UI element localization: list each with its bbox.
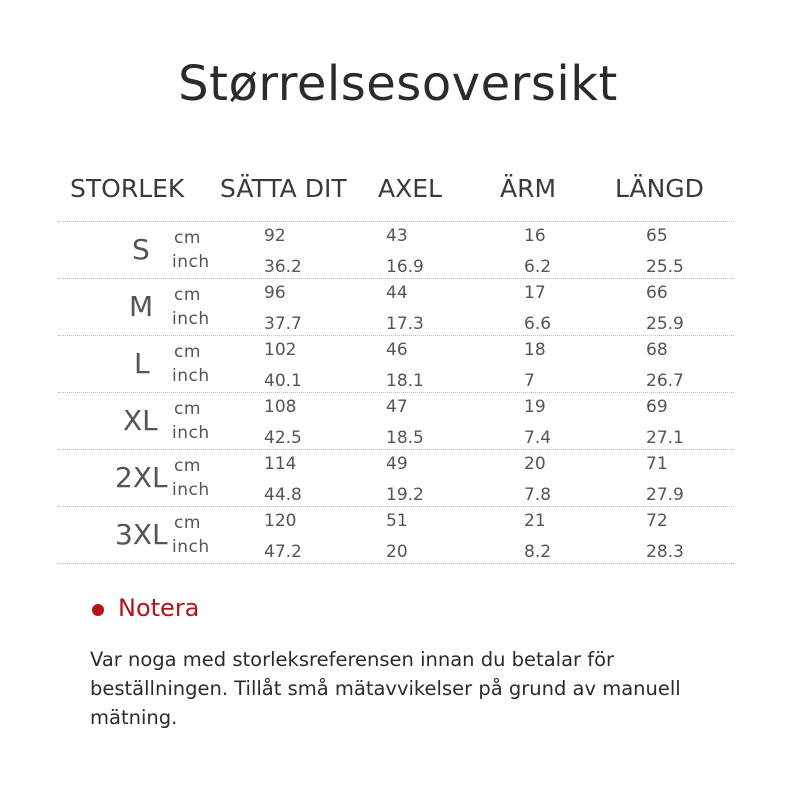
cell-inch-value: 7.4	[524, 428, 552, 448]
cell-cm-value: 46	[386, 340, 408, 360]
header-size: STORLEK	[70, 174, 185, 203]
cell-inch-value: 27.9	[646, 485, 684, 505]
cell-cm-value: 49	[386, 454, 408, 474]
size-label: XL	[123, 404, 158, 437]
unit-cm-label: cm	[174, 456, 201, 476]
cell-inch-value: 7.8	[524, 485, 552, 505]
cell-inch-value: 18.1	[386, 371, 424, 391]
cell-inch-value: 25.5	[646, 257, 684, 277]
cell-cm-value: 92	[264, 226, 286, 246]
cell-cm-value: 66	[646, 283, 668, 303]
note-title: Notera	[118, 594, 200, 622]
cell-inch-value: 19.2	[386, 485, 424, 505]
note-bullet	[92, 604, 104, 616]
cell-inch-value: 25.9	[646, 314, 684, 334]
cell-cm-value: 72	[646, 511, 668, 531]
cell-cm-value: 19	[524, 397, 546, 417]
cell-inch-value: 37.7	[264, 314, 302, 334]
cell-cm-value: 47	[386, 397, 408, 417]
cell-cm-value: 21	[524, 511, 546, 531]
cell-cm-value: 71	[646, 454, 668, 474]
unit-cm-label: cm	[174, 228, 201, 248]
cell-inch-value: 6.2	[524, 257, 552, 277]
cell-cm-value: 43	[386, 226, 408, 246]
cell-inch-value: 8.2	[524, 542, 552, 562]
unit-inch-label: inch	[172, 252, 210, 272]
cell-cm-value: 108	[264, 397, 297, 417]
cell-inch-value: 44.8	[264, 485, 302, 505]
cell-inch-value: 26.7	[646, 371, 684, 391]
cell-cm-value: 51	[386, 511, 408, 531]
unit-cm-label: cm	[174, 285, 201, 305]
page-title: Størrelsesoversikt	[178, 56, 618, 112]
size-label: M	[129, 290, 154, 323]
size-label: 2XL	[115, 461, 168, 494]
size-row	[0, 278, 800, 335]
size-row	[0, 506, 800, 563]
header-length: LÄNGD	[615, 174, 704, 203]
cell-cm-value: 20	[524, 454, 546, 474]
size-row	[0, 449, 800, 506]
cell-cm-value: 17	[524, 283, 546, 303]
cell-inch-value: 6.6	[524, 314, 552, 334]
size-label: S	[132, 233, 150, 266]
header-shoulder: AXEL	[378, 174, 442, 203]
size-label: 3XL	[115, 518, 168, 551]
unit-inch-label: inch	[172, 480, 210, 500]
cell-cm-value: 96	[264, 283, 286, 303]
row-separator	[58, 563, 734, 564]
size-label: L	[134, 347, 150, 380]
cell-cm-value: 114	[264, 454, 297, 474]
cell-cm-value: 102	[264, 340, 297, 360]
cell-inch-value: 27.1	[646, 428, 684, 448]
cell-cm-value: 44	[386, 283, 408, 303]
unit-inch-label: inch	[172, 309, 210, 329]
unit-inch-label: inch	[172, 366, 210, 386]
unit-cm-label: cm	[174, 513, 201, 533]
cell-inch-value: 42.5	[264, 428, 302, 448]
cell-cm-value: 65	[646, 226, 668, 246]
unit-inch-label: inch	[172, 423, 210, 443]
cell-inch-value: 20	[386, 542, 408, 562]
cell-inch-value: 28.3	[646, 542, 684, 562]
cell-cm-value: 120	[264, 511, 297, 531]
cell-inch-value: 47.2	[264, 542, 302, 562]
cell-inch-value: 40.1	[264, 371, 302, 391]
unit-inch-label: inch	[172, 537, 210, 557]
cell-inch-value: 18.5	[386, 428, 424, 448]
cell-cm-value: 68	[646, 340, 668, 360]
size-row	[0, 221, 800, 278]
cell-cm-value: 16	[524, 226, 546, 246]
size-row	[0, 335, 800, 392]
unit-cm-label: cm	[174, 399, 201, 419]
cell-cm-value: 69	[646, 397, 668, 417]
cell-inch-value: 7	[524, 371, 535, 391]
cell-inch-value: 17.3	[386, 314, 424, 334]
note-text: Var noga med storleksreferensen innan du betalar för beställningen. Tillåt små mätavvikelser på grund av manuell mätning.	[90, 648, 681, 729]
header-sleeve: ÄRM	[500, 174, 557, 203]
unit-cm-label: cm	[174, 342, 201, 362]
cell-inch-value: 36.2	[264, 257, 302, 277]
size-row	[0, 392, 800, 449]
header-chest: SÄTTA DIT	[220, 174, 347, 203]
cell-inch-value: 16.9	[386, 257, 424, 277]
cell-cm-value: 18	[524, 340, 546, 360]
